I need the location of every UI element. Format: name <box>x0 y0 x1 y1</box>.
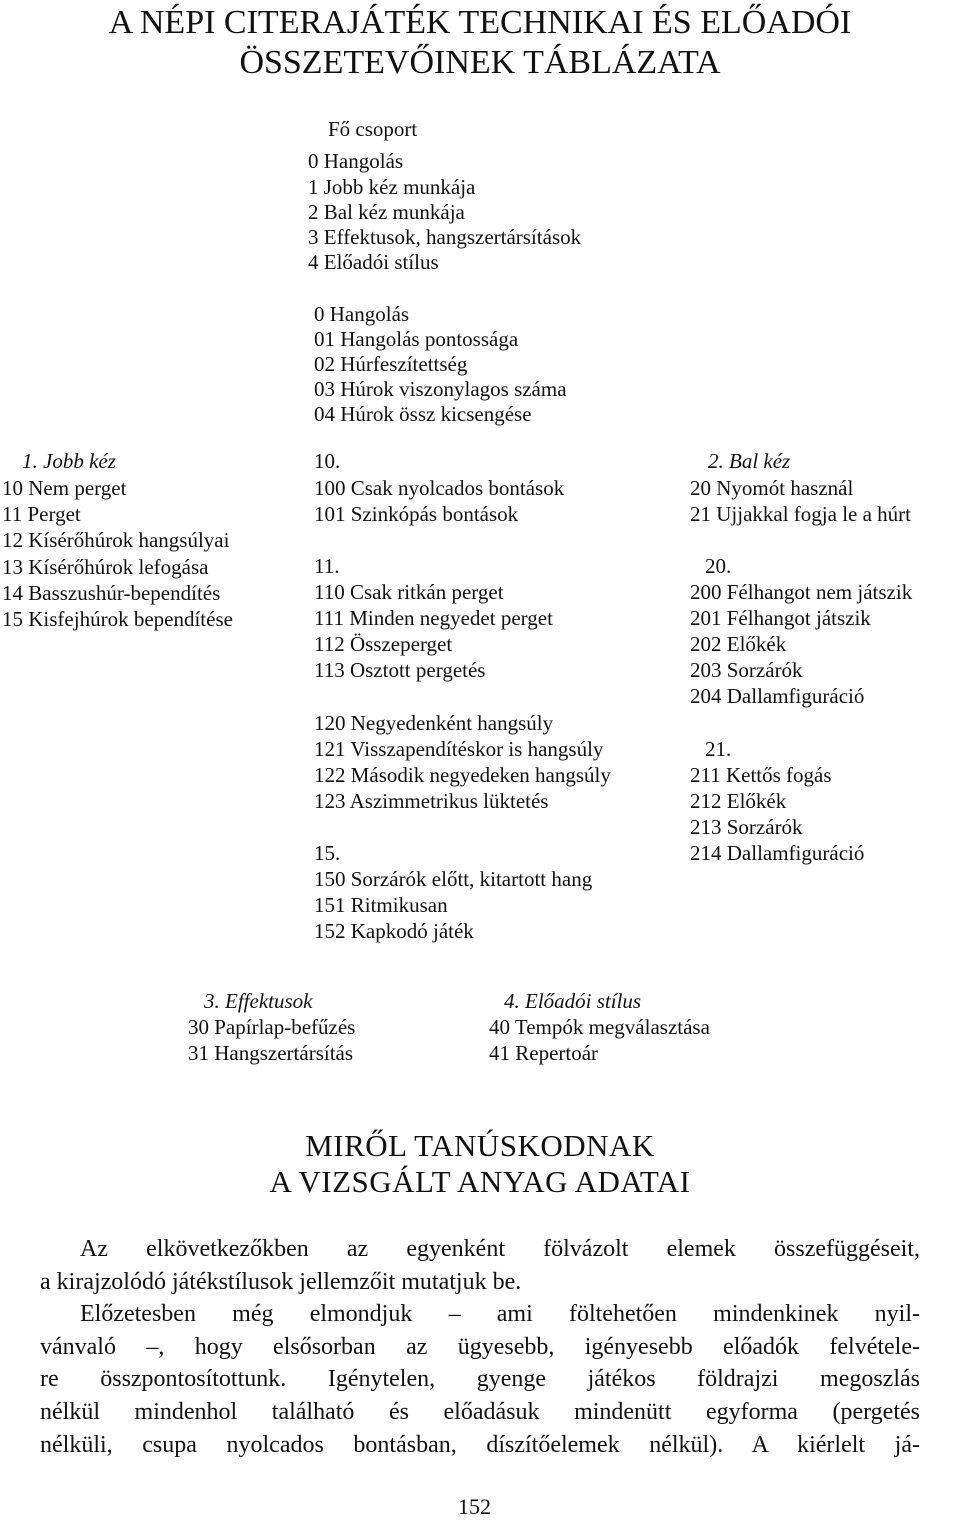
effects-item: 31 Hangszertársítás <box>188 1041 354 1065</box>
right-hand-item: 12 Kísérőhúrok hangsúlyai <box>2 528 230 552</box>
sub12-item: 123 Aszimmetrikus lüktetés <box>314 789 549 813</box>
main-group-item: 0 Hangolás <box>308 149 404 173</box>
right-hand-item: 14 Basszushúr-bependítés <box>2 581 221 605</box>
page-title-line-1: A NÉPI CITERAJÁTÉK TECHNIKAI ÉS ELŐADÓI <box>108 4 852 41</box>
right-hand-heading: 1. Jobb kéz <box>22 449 116 473</box>
page-number: 152 <box>458 1494 491 1519</box>
sub20-item: 202 Előkék <box>690 632 787 656</box>
sub20-item: 201 Félhangot játszik <box>690 606 871 630</box>
text-line: nélküli, csupa nyolcados bontásban, díszítőelemek nélkül). A kiérlelt já- <box>40 1431 920 1458</box>
main-group-item: 2 Bal kéz munkája <box>308 200 465 224</box>
tuning-item: 0 Hangolás <box>314 302 410 326</box>
page-title-line-2: ÖSSZETEVŐINEK TÁBLÁZATA <box>239 44 721 81</box>
sub21-item: 211 Kettős fogás <box>690 763 832 787</box>
style-heading: 4. Előadói stílus <box>504 989 642 1013</box>
sub21-heading: 21. <box>705 737 732 761</box>
left-hand-heading: 2. Bal kéz <box>708 449 791 473</box>
main-group-item: 1 Jobb kéz munkája <box>308 175 476 199</box>
tuning-item: 03 Húrok viszonylagos száma <box>314 377 567 401</box>
text-line: nélkül mindenhol található és előadásuk mindenütt egyforma (pergetés <box>40 1398 920 1425</box>
sub10-item: 101 Szinkópás bontások <box>314 502 519 526</box>
sub15-heading: 15. <box>314 841 341 865</box>
sub10-item: 100 Csak nyolcados bontások <box>314 476 565 500</box>
right-hand-item: 11 Perget <box>2 502 81 526</box>
sub11-item: 113 Osztott pergetés <box>314 658 486 682</box>
sub11-heading: 11. <box>314 554 340 578</box>
sub15-item: 150 Sorzárók előtt, kitartott hang <box>314 867 593 891</box>
left-hand-item: 21 Ujjakkal fogja le a húrt <box>690 502 912 526</box>
text-line: Az elkövetkezőkben az egyenként fölvázolt elemek összefüggéseit, <box>80 1236 920 1262</box>
sub12-item: 120 Negyedenként hangsúly <box>314 711 554 735</box>
sub15-item: 151 Ritmikusan <box>314 893 448 917</box>
sub11-item: 111 Minden negyedet perget <box>314 606 553 630</box>
sub20-item: 204 Dallamfiguráció <box>690 684 865 708</box>
style-item: 40 Tempók megválasztása <box>489 1015 710 1039</box>
effects-item: 30 Papírlap-befűzés <box>188 1015 356 1039</box>
text-line: a kirajzolódó játékstílusok jellemzőit mutatjuk be. <box>40 1268 522 1295</box>
right-hand-item: 10 Nem perget <box>2 476 127 500</box>
text-line: re összpontosítottunk. Igénytelen, gyenge játékos földrajzi megoszlás <box>40 1366 920 1393</box>
left-hand-item: 20 Nyomót használ <box>690 476 854 500</box>
text-line: vánvaló –, hogy elsősorban az ügyesebb, igényesebb előadók felvétele- <box>40 1333 920 1360</box>
sub11-item: 110 Csak ritkán perget <box>314 580 504 604</box>
right-hand-item: 13 Kísérőhúrok lefogása <box>2 555 209 579</box>
sub10-heading: 10. <box>314 449 341 473</box>
main-group-item: 3 Effektusok, hangszertársítások <box>308 225 582 249</box>
main-group-heading: Fő csoport <box>328 117 418 141</box>
body-text <box>40 1233 920 1461</box>
effects-heading: 3. Effektusok <box>204 989 313 1013</box>
sub21-item: 212 Előkék <box>690 789 787 813</box>
sub20-item: 200 Félhangot nem játszik <box>690 580 913 604</box>
sub21-item: 214 Dallamfiguráció <box>690 841 865 865</box>
tuning-item: 04 Húrok össz kicsengése <box>314 402 532 426</box>
tuning-item: 02 Húrfeszítettség <box>314 352 468 376</box>
right-hand-item: 15 Kisfejhúrok bependítése <box>2 607 233 631</box>
section-heading-line-2: A VIZSGÁLT ANYAG ADATAI <box>269 1164 691 1199</box>
sub21-item: 213 Sorzárók <box>690 815 803 839</box>
main-group-item: 4 Előadói stílus <box>308 250 439 274</box>
tuning-item: 01 Hangolás pontossága <box>314 327 519 351</box>
sub12-item: 122 Második negyedeken hangsúly <box>314 763 611 787</box>
style-item: 41 Repertoár <box>489 1041 599 1065</box>
sub11-item: 112 Összeperget <box>314 632 453 656</box>
sub20-item: 203 Sorzárók <box>690 658 803 682</box>
sub20-heading: 20. <box>705 554 732 578</box>
sub15-item: 152 Kapkodó játék <box>314 919 474 943</box>
sub12-item: 121 Visszapendítéskor is hangsúly <box>314 737 604 761</box>
text-line: Előzetesben még elmondjuk – ami föltehetően mindenkinek nyil- <box>80 1301 920 1328</box>
section-heading-line-1: MIRŐL TANÚSKODNAK <box>305 1128 655 1163</box>
